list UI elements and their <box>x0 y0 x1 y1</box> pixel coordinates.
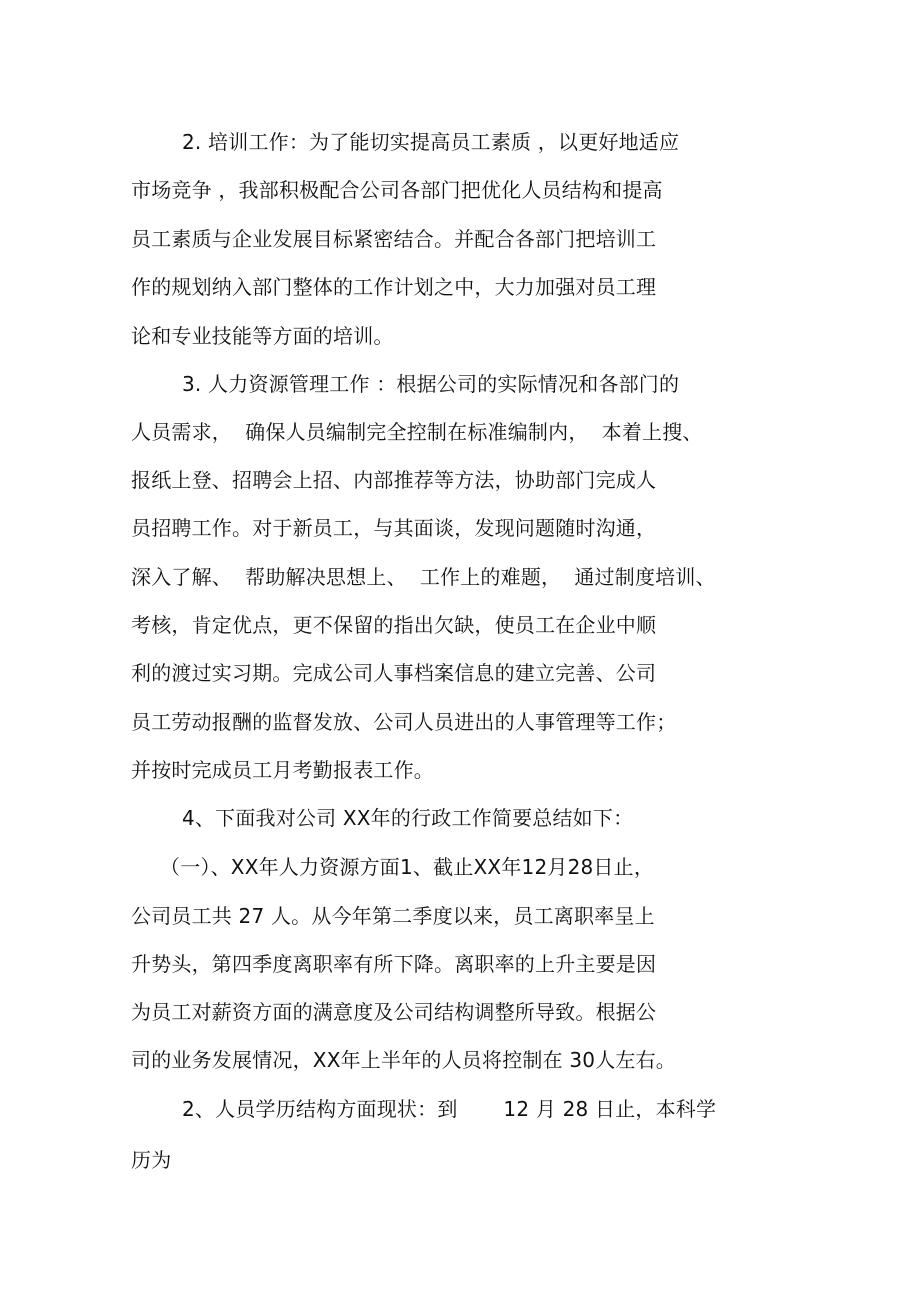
paragraph-line: 报纸上登、招聘会上招、内部推荐等方法，协助部门完成人 <box>131 468 657 492</box>
paragraph-line: （一）、XX年人力资源方面1、截止XX年12月28日止， <box>160 855 655 879</box>
paragraph-line: 2、人员学历结构方面现状：到 12 月 28 日止，本科学 <box>182 1097 717 1121</box>
paragraph-line: 作的规划纳入部门整体的工作计划之中，大力加强对员工理 <box>131 275 657 299</box>
paragraph-line: 市场竞争 ，我部积极配合公司各部门把优化人员结构和提高 <box>131 178 663 202</box>
paragraph-line: 公司员工共 27 人。从今年第二季度以来，员工离职率呈上 <box>131 904 655 928</box>
paragraph-line: 论和专业技能等方面的培训。 <box>131 324 394 348</box>
paragraph-line: 员工素质与企业发展目标紧密结合。并配合各部门把培训工 <box>131 227 657 251</box>
paragraph-line: 3. 人力资源管理工作 ：根据公司的实际情况和各部门的 <box>182 372 680 396</box>
paragraph-line: 员招聘工作。对于新员工，与其面谈，发现问题随时沟通， <box>131 516 657 540</box>
paragraph-line: 升势头，第四季度离职率有所下降。离职率的上升主要是因 <box>131 952 657 976</box>
paragraph-line: 司的业务发展情况，XX年上半年的人员将控制在 30人左右。 <box>131 1048 677 1072</box>
paragraph-line: 人员需求， 确保人员编制完全控制在标准编制内， 本着上搜、 <box>131 420 703 444</box>
paragraph-line: 历为 <box>131 1148 172 1172</box>
paragraph-line: 4、下面我对公司 XX年的行政工作简要总结如下： <box>182 806 634 830</box>
paragraph-line: 考核，肯定优点，更不保留的指出欠缺，使员工在企业中顺 <box>131 613 657 637</box>
paragraph-line: 并按时完成员工月考勤报表工作。 <box>131 758 434 782</box>
paragraph-line: 2. 培训工作：为了能切实提高员工素质 ，以更好地适应 <box>182 130 680 154</box>
paragraph-line: 深入了解、 帮助解决思想上、 工作上的难题， 通过制度培训、 <box>131 565 716 589</box>
paragraph-line: 员工劳动报酬的监督发放、公司人员进出的人事管理等工作； <box>131 710 677 734</box>
paragraph-line: 利的渡过实习期。完成公司人事档案信息的建立完善、公司 <box>131 661 657 685</box>
paragraph-line: 为员工对薪资方面的满意度及公司结构调整所导致。根据公 <box>131 1000 657 1024</box>
